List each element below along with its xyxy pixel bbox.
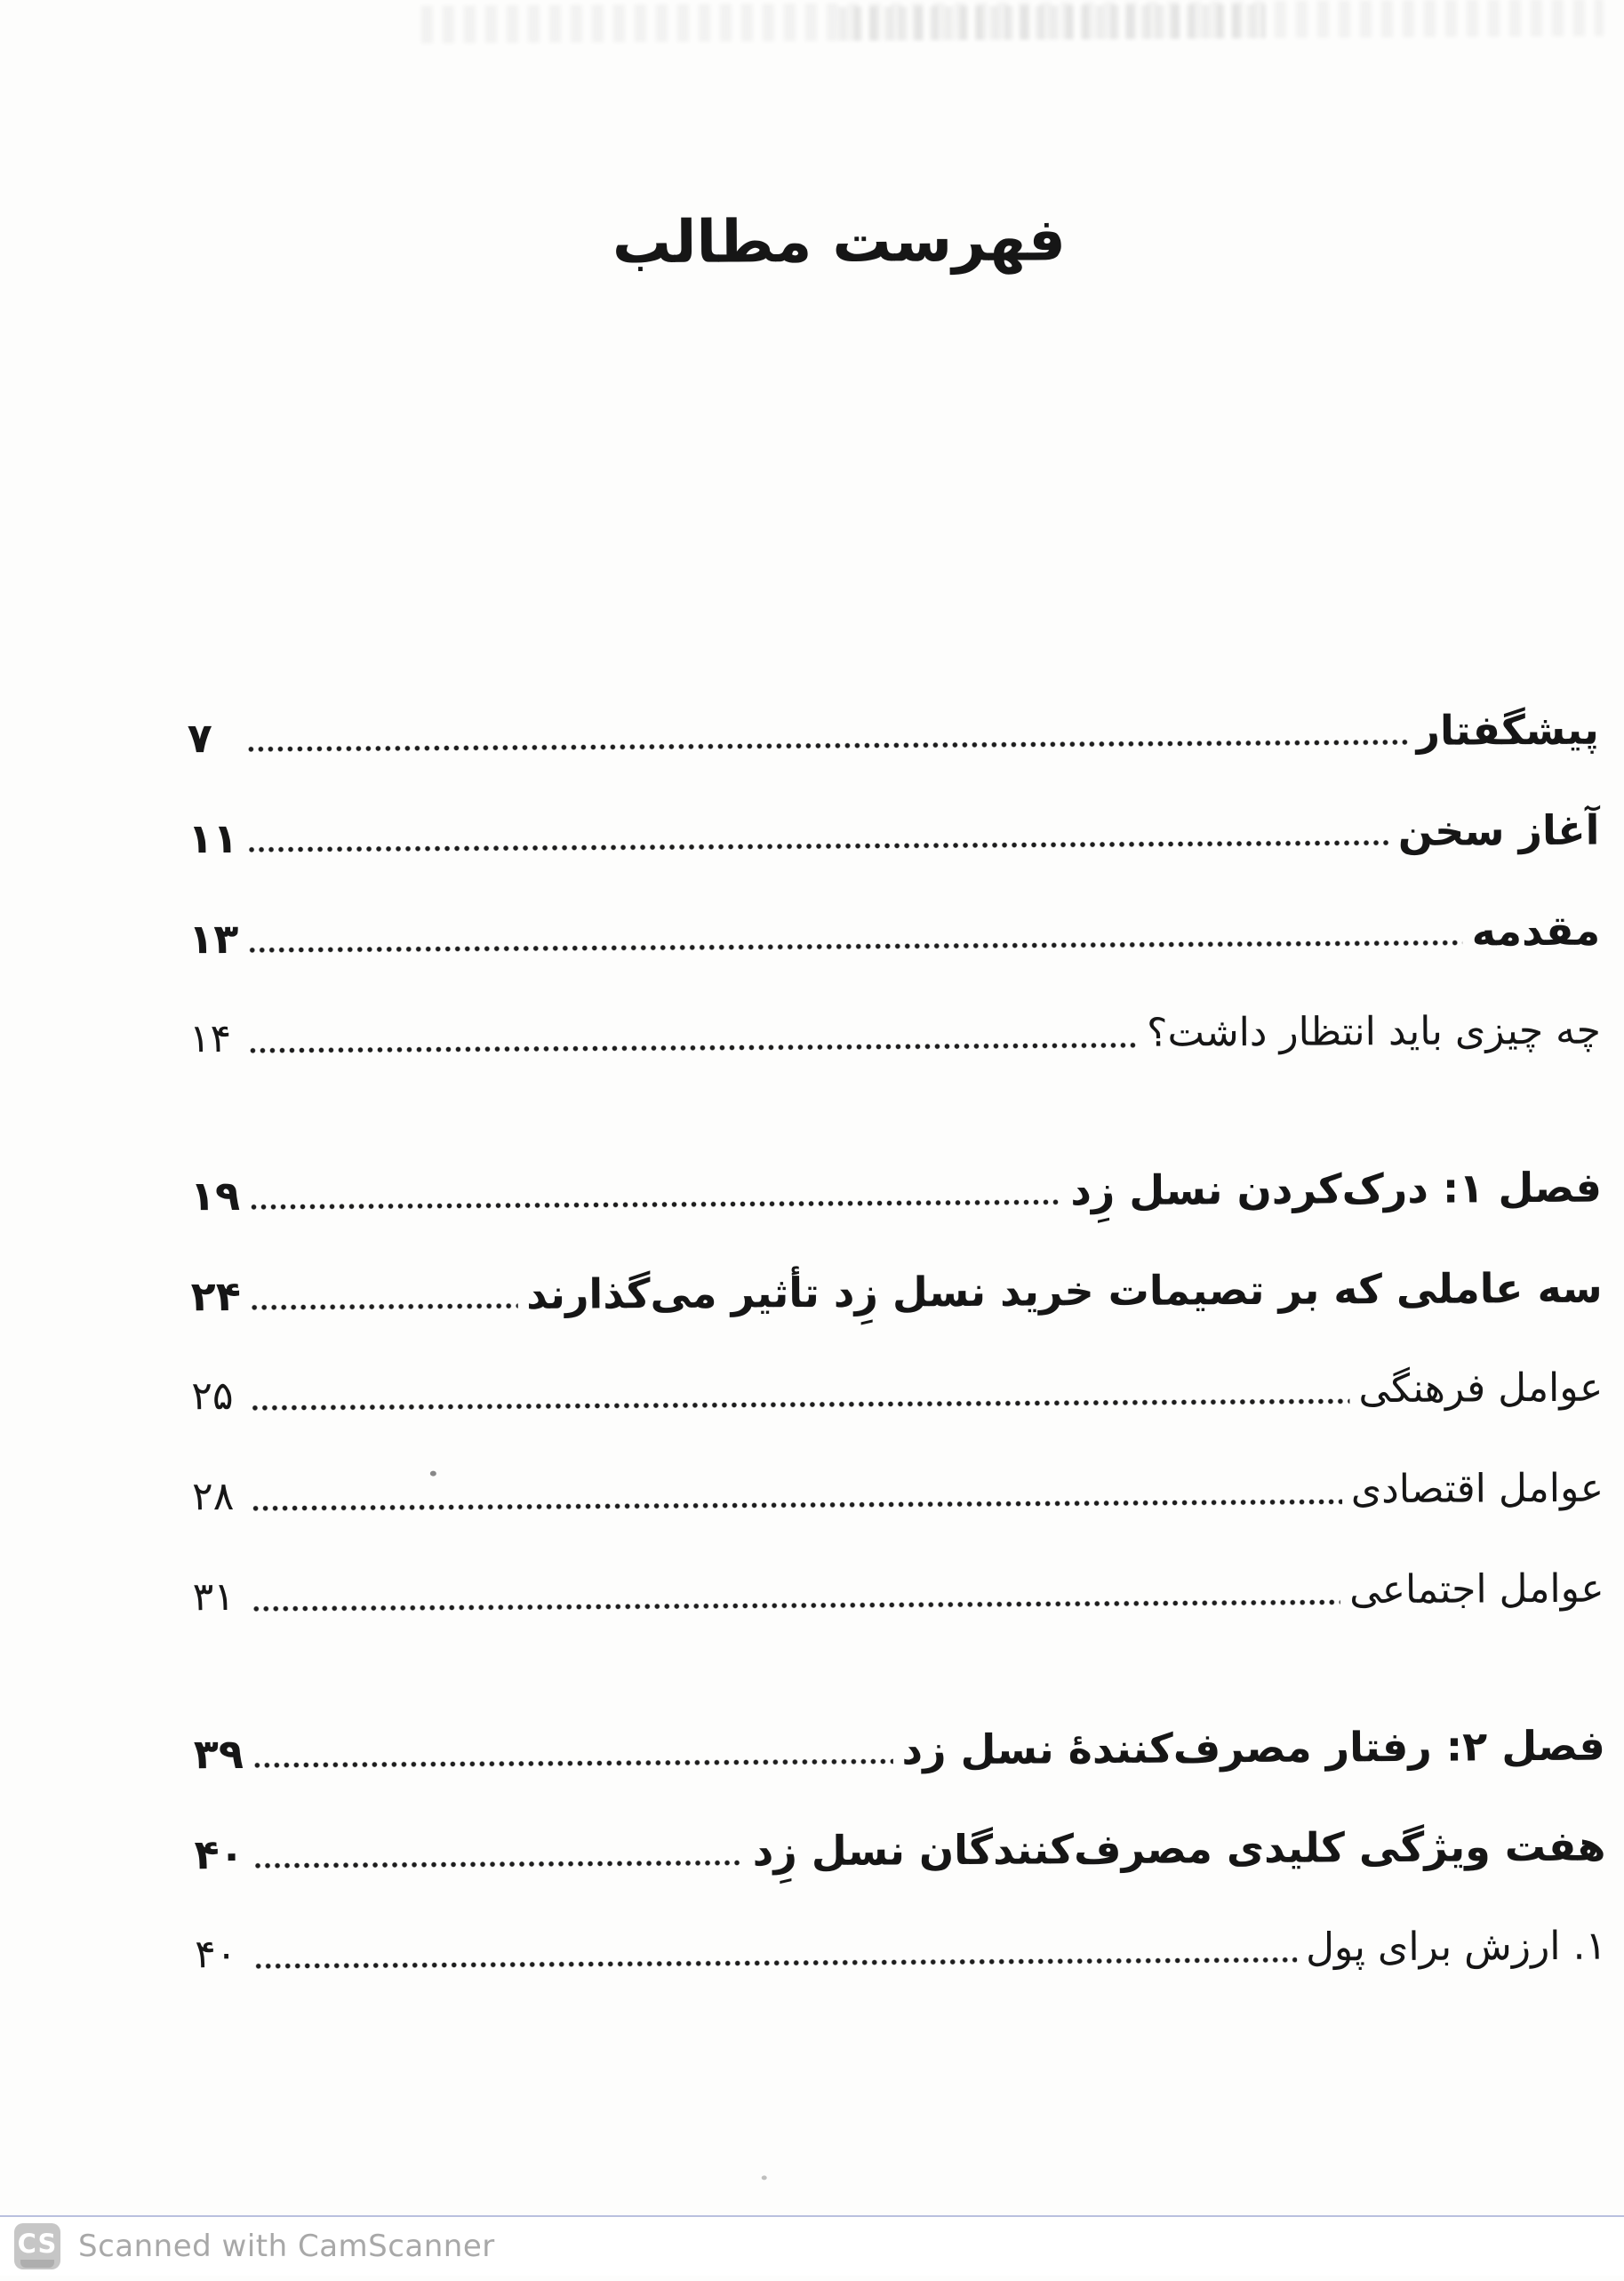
toc-page-number: ۲۵: [191, 1373, 234, 1420]
toc-entry: [190, 1160, 1602, 1222]
page-title: [0, 202, 1620, 280]
toc-entry: [195, 1919, 1606, 1981]
toc-entry-label: سه عاملی که بر تصیمات خرید نسل زِد تأثیر می‌گذارند: [525, 1263, 1603, 1318]
toc-entry: [192, 1461, 1604, 1524]
dotted-leader: [250, 1301, 518, 1313]
toc-page-number: ۲۴: [190, 1271, 241, 1321]
toc-page-number: ۴۰: [195, 1931, 237, 1978]
toc-entry-label: مقدمه: [1471, 906, 1601, 956]
toc-entry: [190, 1261, 1602, 1323]
page-title-text: فهرست مطالب: [612, 205, 1067, 277]
camscanner-watermark-text: Scanned with CamScanner: [78, 2229, 495, 2264]
toc-entry-label: عوامل فرهنگی: [1358, 1365, 1604, 1413]
toc-entry: [194, 1718, 1605, 1781]
toc-page-number: ۴۰: [194, 1829, 244, 1879]
toc-entry: [188, 903, 1600, 965]
toc-entry: [189, 1004, 1601, 1066]
toc-entry: [194, 1819, 1605, 1881]
toc-entry-label: آغاز سخن: [1397, 805, 1600, 855]
toc-entry-label: ۱. ارزش برای پول: [1305, 1923, 1607, 1971]
toc-entry: [193, 1562, 1604, 1624]
dotted-leader: [249, 1197, 1061, 1213]
toc-entry-label: عوامل اجتماعی: [1348, 1565, 1604, 1613]
toc-page-number: ۱۴: [188, 1015, 232, 1062]
dotted-leader: [253, 1857, 744, 1870]
dotted-leader: [246, 737, 1408, 755]
toc-group: [188, 702, 1601, 1066]
toc-entry: [191, 1361, 1603, 1423]
camscanner-footer: [0, 2215, 1624, 2276]
toc-page-number: ۳۹: [193, 1729, 244, 1779]
toc-entry-label: چه چیزی باید انتظار داشت؟: [1147, 1007, 1601, 1056]
toc-page-number: ۱۳: [188, 914, 239, 964]
toc-page-number: ۲۸: [191, 1473, 235, 1520]
toc-page-number: ۱۱: [188, 813, 238, 863]
dotted-leader: [250, 1396, 1349, 1413]
toc-entry-label: فصل ۲: رفتار مصرف‌کنندۀ نسل زد: [901, 1721, 1605, 1774]
toc-list: [188, 702, 1607, 2029]
dotted-leader: [253, 1955, 1297, 1972]
scan-artifact-dot: [430, 1471, 436, 1477]
dotted-leader: [248, 1040, 1138, 1056]
toc-entry-label: هفت ویژگی کلیدی مصرف‌کنندگان نسل زِد: [752, 1821, 1606, 1876]
dotted-leader: [247, 837, 1389, 855]
toc-entry-label: عوامل اقتصادی: [1350, 1465, 1604, 1513]
toc-entry: [188, 803, 1599, 865]
toc-group: [190, 1160, 1604, 1624]
scan-artifact-dot: [762, 2175, 767, 2180]
toc-entry: [188, 702, 1599, 764]
toc-page-number: ۳۱: [192, 1573, 236, 1621]
toc-group: [194, 1718, 1607, 1981]
dotted-leader: [247, 938, 1463, 956]
toc-page-number: ۷: [187, 714, 213, 763]
toc-page-number: ۱۹: [189, 1171, 241, 1221]
ink-bleed-through: [839, 4, 1266, 41]
dotted-leader: [252, 1756, 893, 1770]
dotted-leader: [251, 1496, 1342, 1513]
camscanner-logo-icon: [14, 2223, 60, 2269]
dotted-leader: [252, 1597, 1340, 1613]
toc-entry-label: فصل ۱: درک‌کردن نسل زِد: [1070, 1163, 1603, 1215]
toc-entry-label: پیشگفتار: [1416, 705, 1599, 755]
camscanner-logo-text: CS: [17, 2229, 58, 2259]
